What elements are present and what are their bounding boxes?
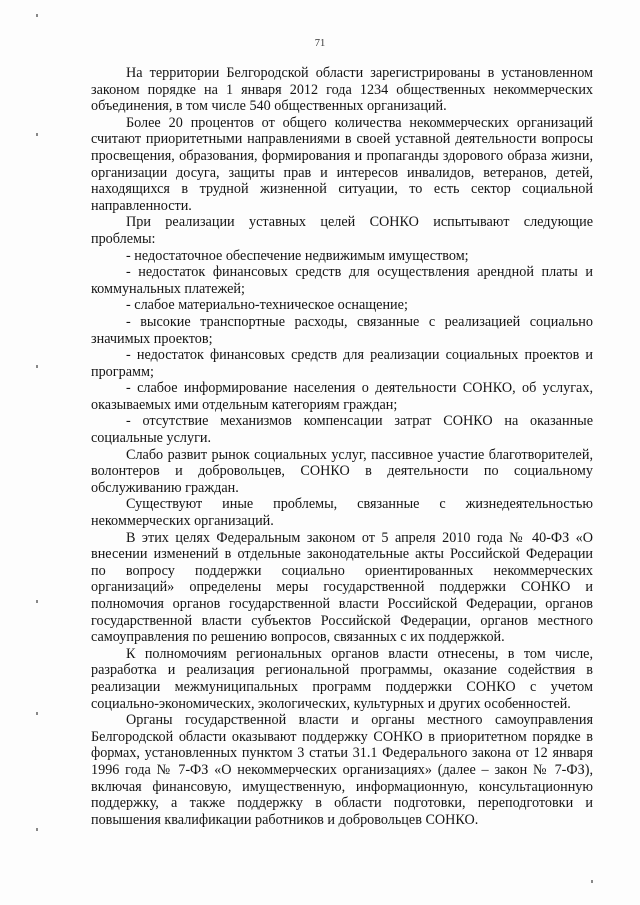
list-item: - недостаточное обеспечение недвижимым имуществом; (126, 247, 469, 264)
list-item: - недостаток финансовых средств для осуществления арендной платы и коммунальных платежей; (91, 264, 593, 297)
scan-speck (591, 880, 593, 883)
paragraph: Существуют иные проблемы, связанные с жизнедеятельностью некоммерческих организаций. (91, 496, 593, 530)
paragraph: К полномочиям региональных органов власти отнесены, в том числе, разработка и реализация региональной программы, оказание содействия в реализации межмуниципальных программ поддержки СОНКО с учетом социально-экономических, экологических, культурных и других особенностей. (91, 645, 593, 712)
scan-speck (36, 133, 38, 136)
scan-speck (36, 14, 38, 17)
list-item: - отсутствие механизмов компенсации затрат СОНКО на оказанные социальные услуги. (91, 413, 593, 447)
list-item: - высокие транспортные расходы, связанные с реализацией социально значимых проектов; (91, 313, 593, 347)
paragraph: Органы государственной власти и органы местного самоуправления Белгородской области оказывают поддержку СОНКО в приоритетном порядке в формах, установленных пунктом 3 статьи 31.1 Федерального закона от 12 января 1996 года № 7-ФЗ «О некоммерческих организациях» (далее – закон № 7-ФЗ), включая финансовую, имущественную, информационную, консультационную поддержку, а также поддержку в области подготовки, переподготовки и повышения квалификации работников и добровольцев СОНКО. (91, 712, 593, 828)
page-number: 71 (314, 38, 326, 49)
scan-speck (36, 712, 38, 715)
paragraph: В этих целях Федеральным законом от 5 апреля 2010 года № 40-ФЗ «О внесении изменений в отдельные законодательные акты Российской Федерации по вопросу поддержки социально ориентированных некоммерческих организаций» определены меры государственной поддержки СОНКО и полномочия органов государственной власти Российской Федерации, органов государственной власти субъектов Российской Федерации, органов местного самоуправления по решению вопросов, связанных с их поддержкой. (91, 529, 593, 646)
paragraph: Более 20 процентов от общего количества некоммерческих организаций считают приоритетными направлениями в своей уставной деятельности вопросы просвещения, образования, формирования и пропаганды здорового образа жизни, организации досуга, защиты прав и интересов инвалидов, ветеранов, детей, находящихся в трудной жизненной ситуации, то есть сектор социальной направленности. (91, 114, 593, 214)
document-body (91, 65, 593, 828)
list-item: - слабое информирование населения о деятельности СОНКО, об услугах, оказываемых ими отдельным категориям граждан; (91, 380, 593, 413)
list-item: - слабое материально-техническое оснащение; (126, 297, 408, 314)
list-item: - недостаток финансовых средств для реализации социальных проектов и программ; (91, 347, 593, 380)
scan-speck (36, 828, 38, 831)
paragraph: На территории Белгородской области зарегистрированы в установленном законом порядке на 1 января 2012 года 1234 общественных некоммерческих объединения, в том числе 540 общественных организаций. (91, 65, 593, 115)
scan-speck (36, 365, 38, 368)
scan-speck (36, 600, 38, 603)
paragraph: Слабо развит рынок социальных услуг, пассивное участие благотворителей, волонтеров и добровольцев, СОНКО в деятельности по социальному обслуживанию граждан. (91, 446, 593, 496)
paragraph: При реализации уставных целей СОНКО испытывают следующие проблемы: (91, 214, 593, 247)
